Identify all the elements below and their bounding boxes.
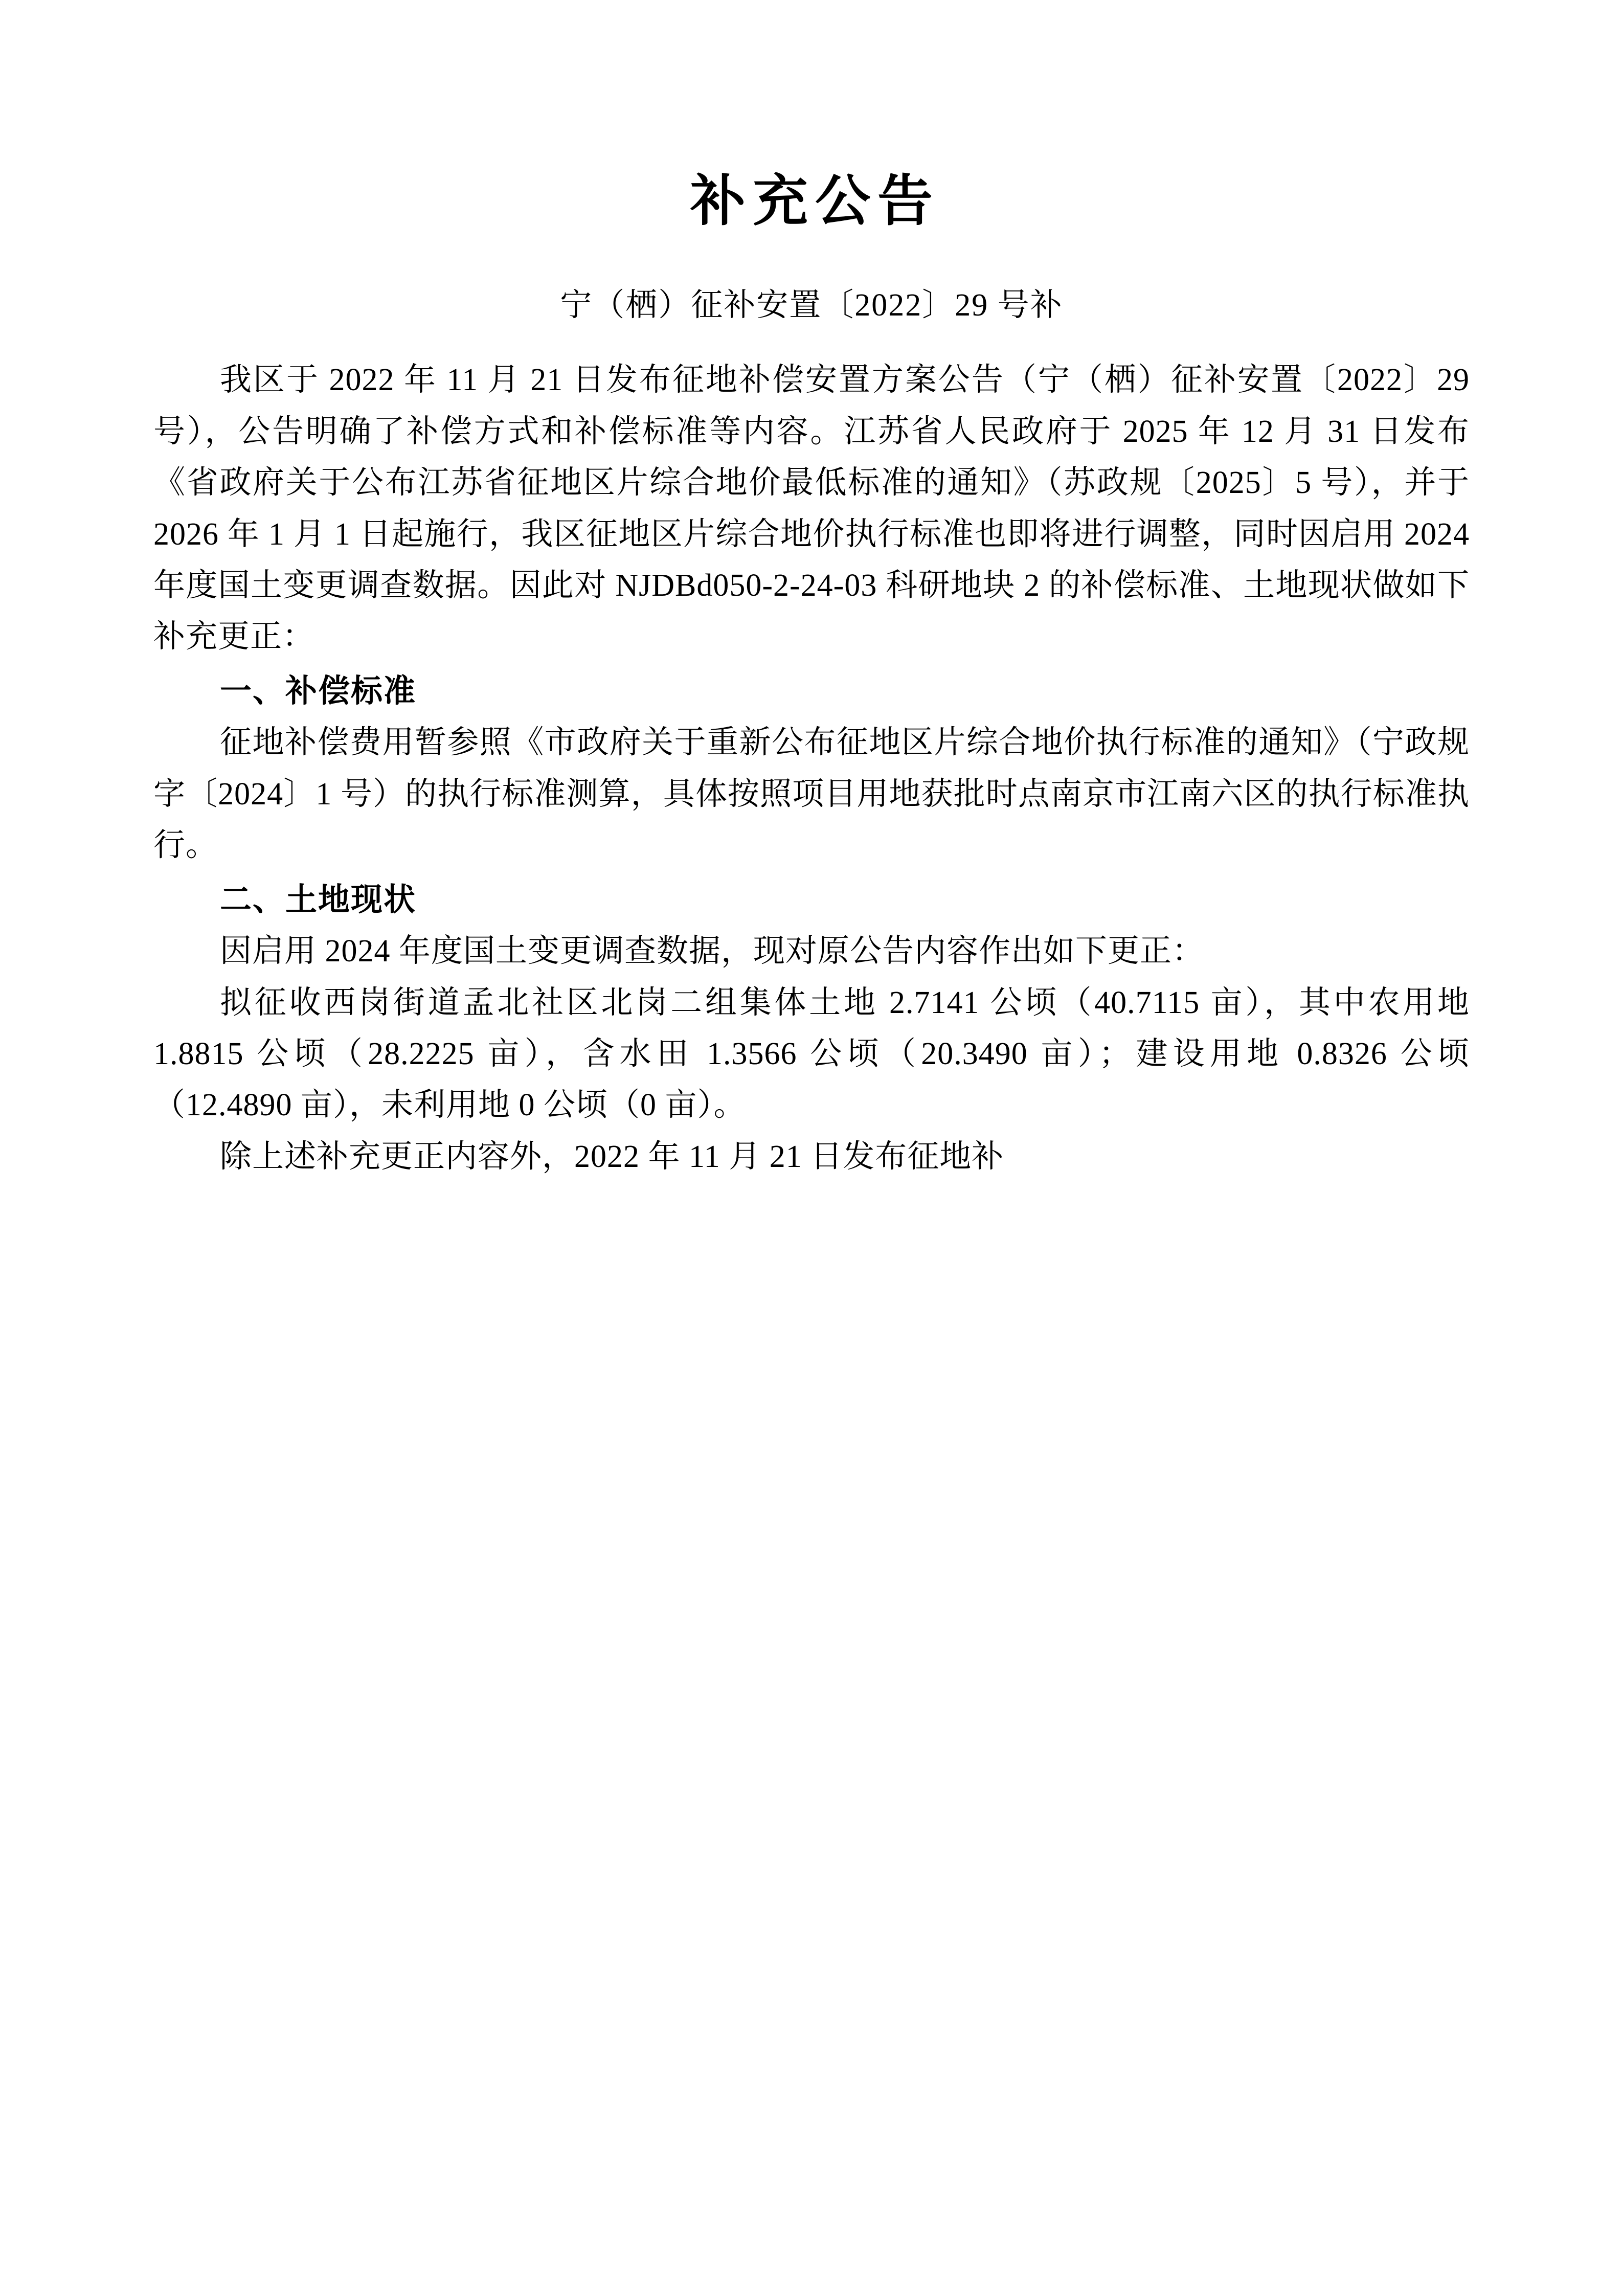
intro-paragraph: 我区于 2022 年 11 月 21 日发布征地补偿安置方案公告（宁（栖）征补安置〔2022〕29 号），公告明确了补偿方式和补偿标准等内容。江苏省人民政府于 2025 年 12 月 31 日发布《省政府关于公布江苏省征地区片综合地价最低标准的通知》（苏政规〔2025〕5 号），并于 2026 年 1 月 1 日起施行，我区征地区片综合地价执行标准也即将进行调整，同时因启用 2024 年度国土变更调查数据。因此对 NJDBd050-2-24-03 科研地块 2 的补偿标准、土地现状做如下补充更正： — [153, 363, 1470, 655]
section-heading-land-status: 二、土地现状 — [220, 882, 417, 917]
section-2-paragraph-2: 拟征收西岗街道孟北社区北岗二组集体土地 2.7141 公顷（40.7115 亩），其中农用地 1.8815 公顷（28.2225 亩），含水田 1.3566 公顷（20.3490 亩）；建设用地 0.8326 公顷（12.4890 亩），未利用地 0 公顷（0 亩）。 — [153, 985, 1470, 1123]
page-title: 补充公告 — [690, 171, 940, 232]
section-2-paragraph-1: 因启用 2024 年度国土变更调查数据，现对原公告内容作出如下更正： — [220, 934, 1205, 969]
document-number: 宁（栖）征补安置〔2022〕29 号补 — [560, 287, 1063, 323]
section-2-paragraph-3: 除上述补充更正内容外，2022 年 11 月 21 日发布征地补 — [220, 1139, 1004, 1174]
section-1-paragraph-1: 征地补偿费用暂参照《市政府关于重新公布征地区片综合地价执行标准的通知》（宁政规字〔2024〕1 号）的执行标准测算，具体按照项目用地获批时点南京市江南六区的执行标准执行。 — [153, 725, 1470, 863]
section-heading-compensation-standard: 一、补偿标准 — [220, 673, 417, 709]
